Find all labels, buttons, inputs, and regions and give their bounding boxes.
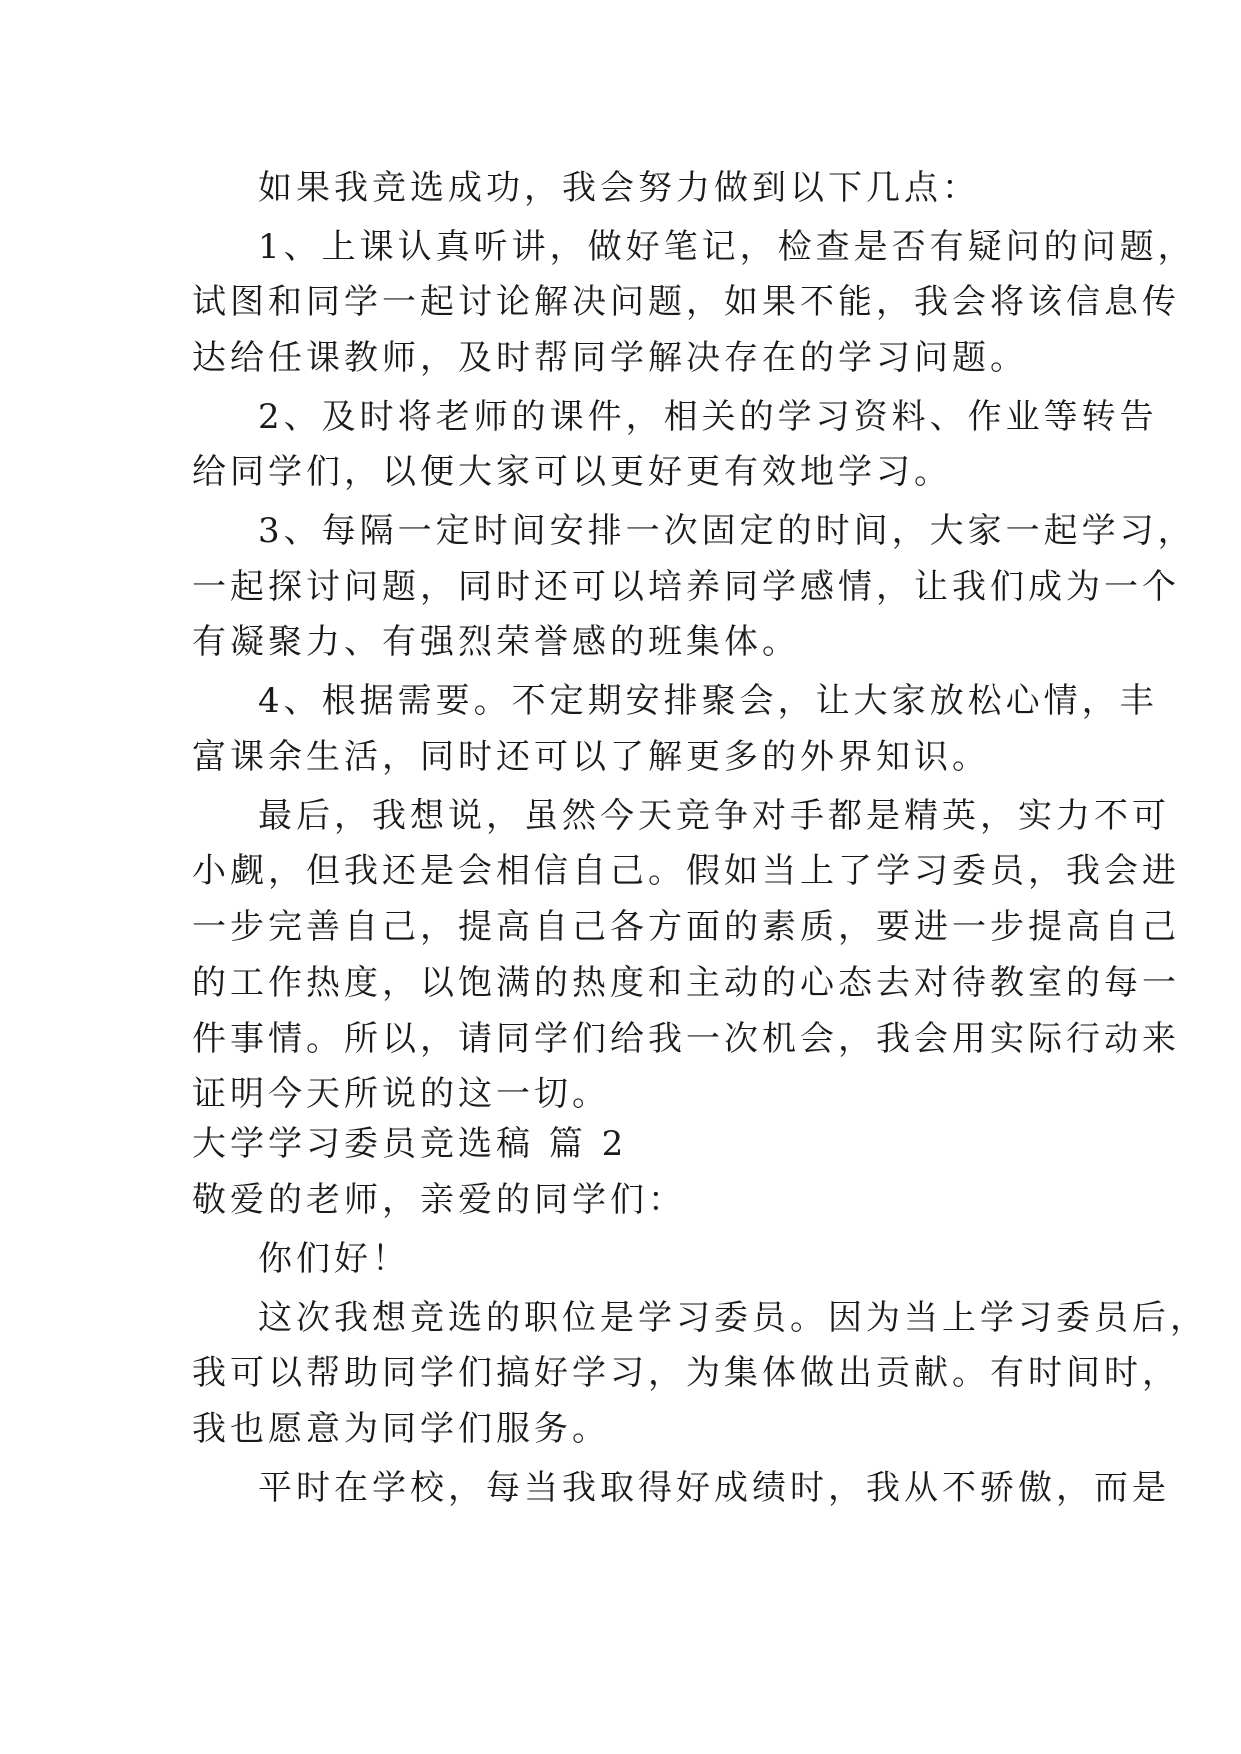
- paragraph-line: 最后，我想说，虽然今天竞争对手都是精英，实力不可: [258, 796, 1170, 836]
- paragraph-line: 平时在学校，每当我取得好成绩时，我从不骄傲，而是: [258, 1468, 1170, 1508]
- paragraph-line: 3、每隔一定时间安排一次固定的时间，大家一起学习，: [258, 511, 1196, 551]
- paragraph-line: 我也愿意为同学们服务。: [192, 1409, 610, 1449]
- paragraph-line: 证明今天所说的这一切。: [192, 1074, 610, 1114]
- paragraph-line: 4、根据需要。不定期安排聚会，让大家放松心情，丰: [258, 681, 1158, 721]
- paragraph-line: 这次我想竞选的职位是学习委员。因为当上学习委员后，: [258, 1298, 1208, 1338]
- paragraph-line: 1、上课认真听讲，做好笔记，检查是否有疑问的问题，: [258, 227, 1196, 267]
- paragraph-line: 给同学们，以便大家可以更好更有效地学习。: [192, 452, 952, 492]
- section-heading: 大学学习委员竞选稿 篇 2: [192, 1124, 628, 1164]
- paragraph-line: 试图和同学一起讨论解决问题，如果不能，我会将该信息传: [192, 282, 1180, 322]
- paragraph-line: 一起探讨问题，同时还可以培养同学感情，让我们成为一个: [192, 567, 1180, 607]
- paragraph-line: 达给任课教师，及时帮同学解决存在的学习问题。: [192, 338, 1028, 378]
- paragraph-line: 富课余生活，同时还可以了解更多的外界知识。: [192, 737, 990, 777]
- paragraph-line: 一步完善自己，提高自己各方面的素质，要进一步提高自己: [192, 907, 1180, 947]
- greeting: 你们好！: [258, 1239, 410, 1279]
- paragraph-line: 如果我竞选成功，我会努力做到以下几点：: [258, 168, 980, 208]
- paragraph-line: 有凝聚力、有强烈荣誉感的班集体。: [192, 622, 800, 662]
- paragraph-line: 我可以帮助同学们搞好学习，为集体做出贡献。有时间时，: [192, 1353, 1180, 1393]
- paragraph-line: 小觑，但我还是会相信自己。假如当上了学习委员，我会进: [192, 851, 1180, 891]
- paragraph-line: 2、及时将老师的课件，相关的学习资料、作业等转告: [258, 397, 1158, 437]
- salutation: 敬爱的老师，亲爱的同学们：: [192, 1180, 686, 1220]
- paragraph-line: 的工作热度，以饱满的热度和主动的心态去对待教室的每一: [192, 963, 1180, 1003]
- paragraph-line: 件事情。所以，请同学们给我一次机会，我会用实际行动来: [192, 1019, 1180, 1059]
